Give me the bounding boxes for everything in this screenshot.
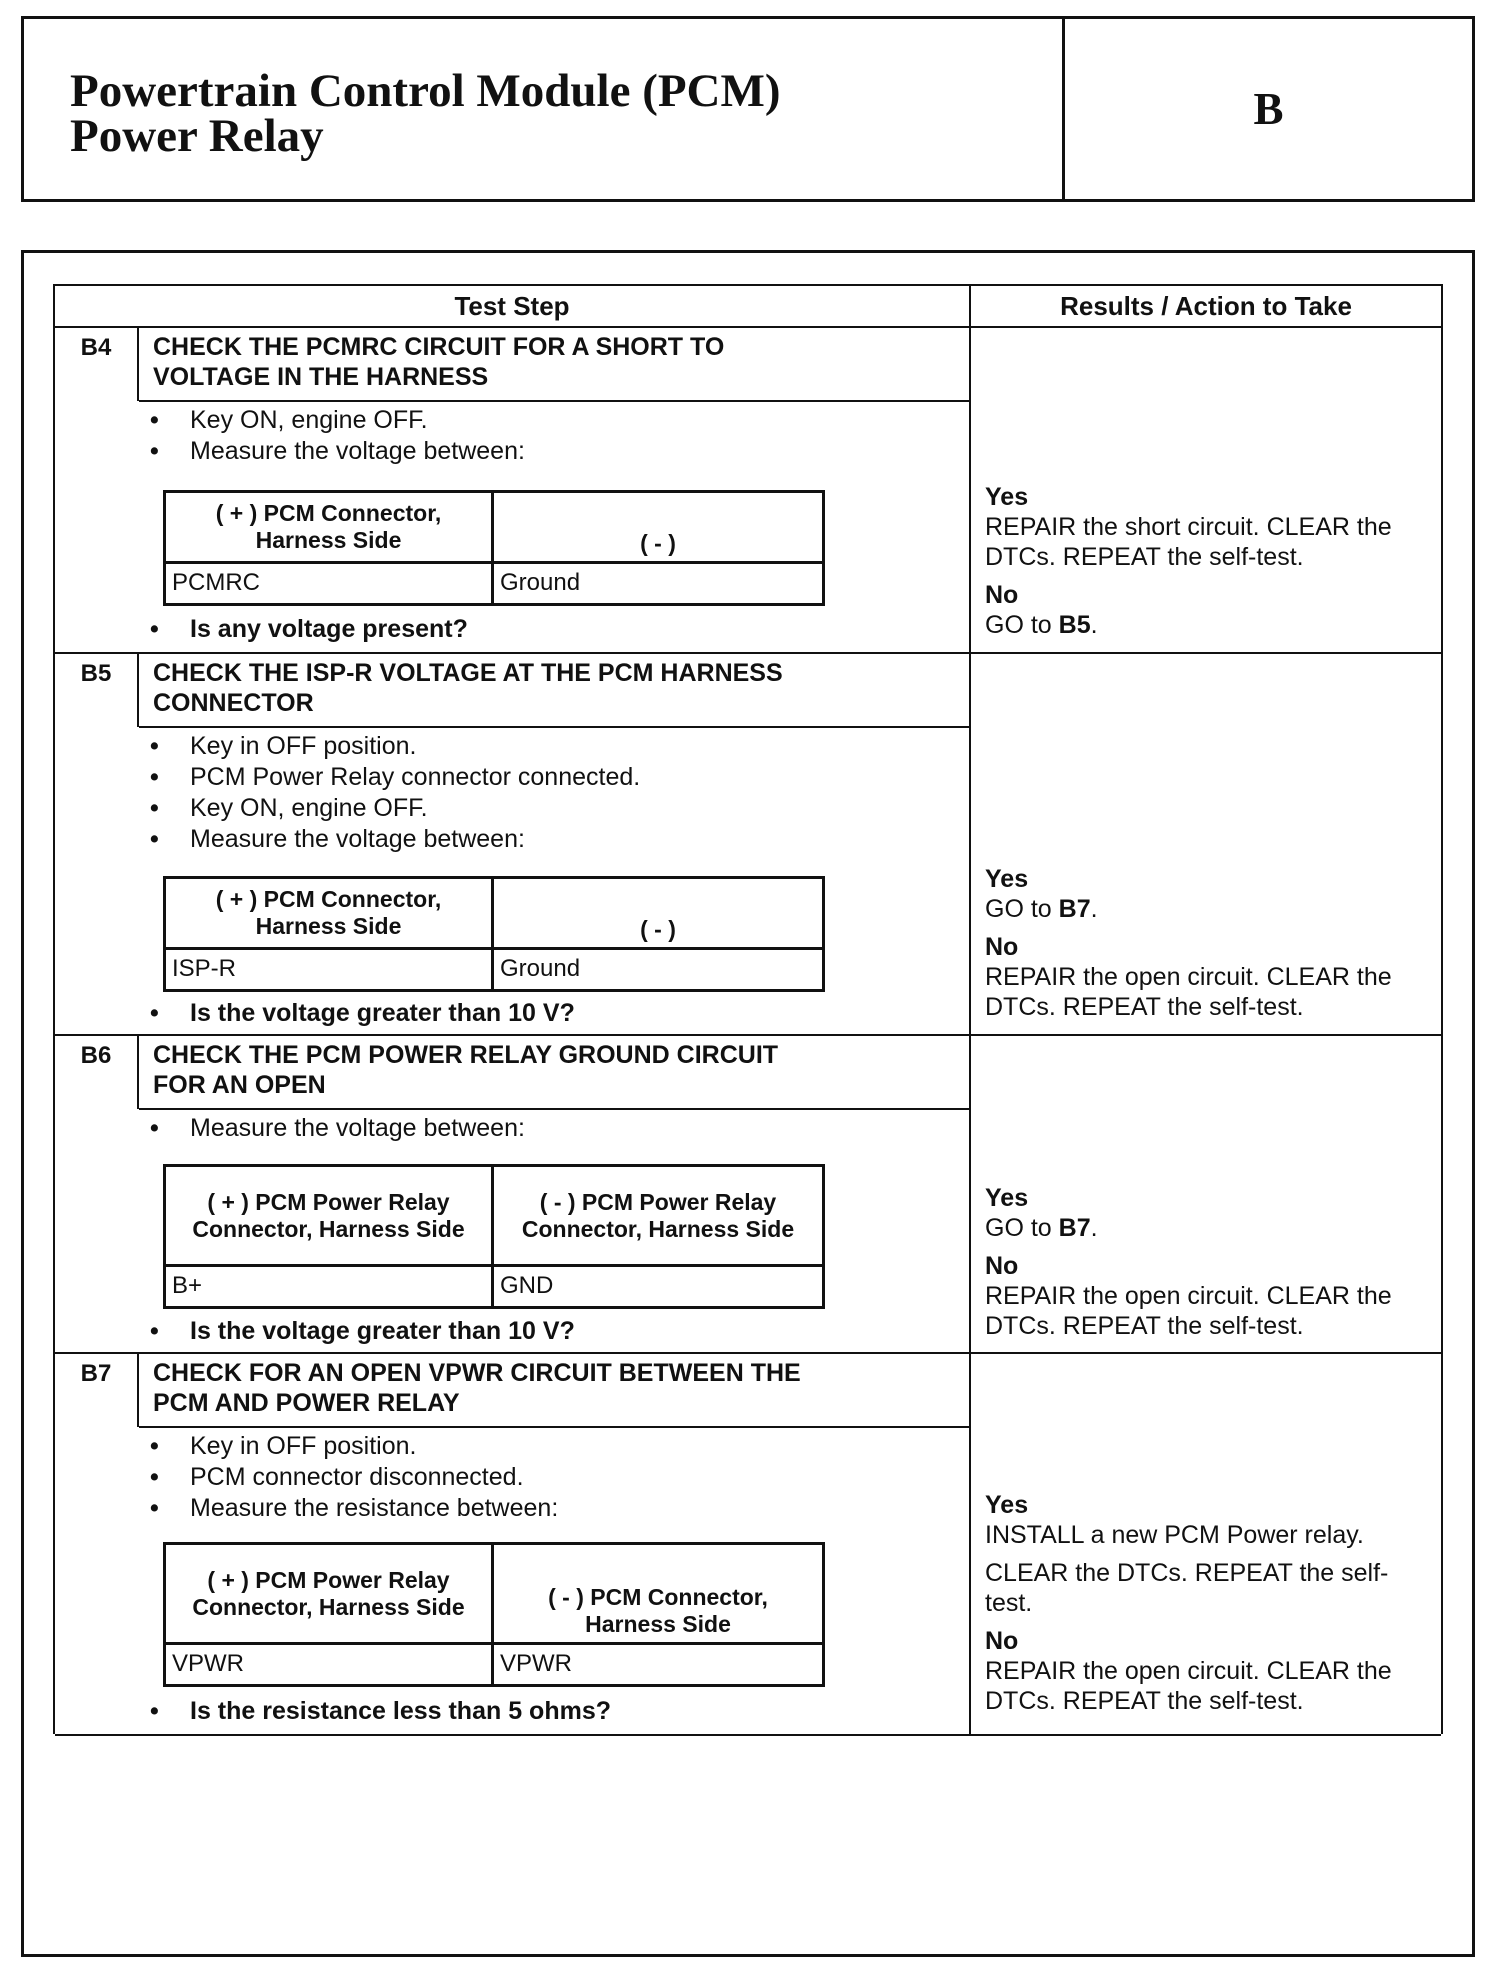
result-yes-label: Yes xyxy=(985,1184,1029,1212)
step-question: • Is any voltage present? xyxy=(150,614,468,645)
step-title-line: PCM AND POWER RELAY xyxy=(153,1389,460,1417)
result-no-label: No xyxy=(985,933,1019,961)
result-yes-label: Yes xyxy=(985,1491,1029,1519)
step-id: B5 xyxy=(55,654,139,727)
step-title xyxy=(153,658,953,718)
result-b6 xyxy=(985,1179,1435,1341)
measurement-value-minus: Ground xyxy=(500,569,581,596)
step-id: B4 xyxy=(55,328,139,401)
measurement-header-minus: ( - ) xyxy=(640,916,676,942)
measurement-header-plus: ( + ) PCM Connector, Harness Side xyxy=(166,493,494,561)
step-question: • Is the voltage greater than 10 V? xyxy=(150,1316,575,1347)
bullet-item: • Key in OFF position. xyxy=(150,731,950,762)
result-yes-label: Yes xyxy=(985,483,1029,511)
measurement-value-minus: Ground xyxy=(500,955,581,982)
result-text: . xyxy=(1090,611,1098,639)
measurement-value-plus: ISP-R xyxy=(166,950,494,989)
measurement-value-minus: VPWR xyxy=(500,1650,572,1677)
step-question: • Is the voltage greater than 10 V? xyxy=(150,998,575,1029)
page-title xyxy=(70,65,781,162)
bullet-item: • Measure the resistance between: xyxy=(150,1493,950,1524)
measurement-value-plus: B+ xyxy=(166,1267,494,1306)
step-title-line: CHECK THE PCM POWER RELAY GROUND CIRCUIT xyxy=(153,1041,779,1069)
step-reference: B7 xyxy=(1058,895,1091,923)
measurement-header-row xyxy=(166,1545,822,1645)
step-bullets xyxy=(150,1113,950,1144)
step-bullets xyxy=(150,405,950,467)
measurement-header-minus: ( - ) PCM Power Relay Connector, Harness Side xyxy=(521,1188,795,1242)
result-yes-text xyxy=(985,1213,1435,1243)
step-title-line: CHECK THE PCMRC CIRCUIT FOR A SHORT TO xyxy=(153,333,725,361)
measurement-header-plus: ( + ) PCM Power Relay Connector, Harness Side xyxy=(166,1167,494,1264)
header-box xyxy=(21,16,1475,202)
step-title xyxy=(153,1040,953,1100)
step-id: B7 xyxy=(55,1354,139,1427)
result-b7 xyxy=(985,1486,1435,1716)
bullet-item: • Key in OFF position. xyxy=(150,1431,950,1462)
step-title-line: CONNECTOR xyxy=(153,689,314,717)
result-no-text: REPAIR the open circuit. CLEAR the DTCs. REPEAT the self-test. xyxy=(985,1657,1392,1715)
step-reference: B7 xyxy=(1058,1214,1091,1242)
column-separator xyxy=(969,286,971,1734)
step-b5 xyxy=(55,654,969,1034)
step-divider xyxy=(139,726,969,728)
result-yes-text: INSTALL a new PCM Power relay. xyxy=(985,1521,1364,1549)
measurement-value-minus: GND xyxy=(500,1272,554,1299)
bullet-item: • Key ON, engine OFF. xyxy=(150,793,950,824)
bullet-item: • PCM connector disconnected. xyxy=(150,1462,950,1493)
measurement-table xyxy=(163,490,825,606)
table-bottom-rule xyxy=(55,1734,1441,1736)
step-b4 xyxy=(55,328,969,652)
bullet-item: • PCM Power Relay connector connected. xyxy=(150,762,950,793)
step-b6 xyxy=(55,1036,969,1352)
step-reference: B5 xyxy=(1058,611,1091,639)
measurement-header-row xyxy=(166,879,822,950)
result-no-label: No xyxy=(985,1627,1019,1655)
measurement-header-row xyxy=(166,1167,822,1267)
column-header-results: Results / Action to Take xyxy=(1060,290,1352,321)
result-b4 xyxy=(985,478,1435,640)
result-yes-text xyxy=(985,894,1435,924)
step-bullets xyxy=(150,731,950,855)
measurement-table xyxy=(163,1542,825,1687)
result-no-text xyxy=(985,610,1435,640)
bullet-item: • Key ON, engine OFF. xyxy=(150,405,950,436)
step-title-line: CHECK THE ISP-R VOLTAGE AT THE PCM HARNESS xyxy=(153,659,783,687)
result-yes-label: Yes xyxy=(985,865,1029,893)
step-bullets xyxy=(150,1431,950,1524)
step-divider xyxy=(139,1108,969,1110)
measurement-value-plus: VPWR xyxy=(166,1645,494,1684)
measurement-header-minus: ( - ) xyxy=(640,530,676,556)
result-text: GO to xyxy=(985,895,1059,923)
result-no-label: No xyxy=(985,1252,1019,1280)
measurement-header-minus: ( - ) PCM Connector, Harness Side xyxy=(548,1584,768,1637)
step-divider xyxy=(139,400,969,402)
step-b7 xyxy=(55,1354,969,1734)
bullet-item: • Measure the voltage between: xyxy=(150,436,950,467)
page-title-line1: Powertrain Control Module (PCM) xyxy=(70,65,781,117)
result-yes-text: REPAIR the short circuit. CLEAR the DTCs. REPEAT the self-test. xyxy=(985,513,1392,571)
measurement-table xyxy=(163,1164,825,1309)
measurement-value-plus: PCMRC xyxy=(166,564,494,603)
step-title xyxy=(153,1358,953,1418)
measurement-data-row xyxy=(166,1645,822,1684)
measurement-header-plus: ( + ) PCM Connector, Harness Side xyxy=(166,879,494,947)
measurement-data-row xyxy=(166,1267,822,1306)
step-question: • Is the resistance less than 5 ohms? xyxy=(150,1696,611,1727)
result-text: . xyxy=(1090,895,1098,923)
bullet-item: • Measure the voltage between: xyxy=(150,1113,950,1144)
result-b5 xyxy=(985,860,1435,1022)
result-no-text: REPAIR the open circuit. CLEAR the DTCs. REPEAT the self-test. xyxy=(985,1282,1392,1340)
step-title-line: VOLTAGE IN THE HARNESS xyxy=(153,363,489,391)
result-text: . xyxy=(1090,1214,1098,1242)
test-table xyxy=(53,284,1443,1734)
result-no-label: No xyxy=(985,581,1019,609)
result-text: GO to xyxy=(985,1214,1059,1242)
step-title-line: FOR AN OPEN xyxy=(153,1071,326,1099)
measurement-data-row xyxy=(166,950,822,989)
measurement-header-row xyxy=(166,493,822,564)
section-letter: B xyxy=(1253,84,1284,134)
step-id: B6 xyxy=(55,1036,139,1109)
result-yes-text: CLEAR the DTCs. REPEAT the self-test. xyxy=(985,1559,1389,1617)
bullet-item: • Measure the voltage between: xyxy=(150,824,950,855)
step-title xyxy=(153,332,953,392)
column-header-test-step: Test Step xyxy=(454,290,570,321)
measurement-data-row xyxy=(166,564,822,603)
measurement-header-plus: ( + ) PCM Power Relay Connector, Harness Side xyxy=(166,1545,494,1642)
measurement-table xyxy=(163,876,825,992)
result-text: GO to xyxy=(985,611,1059,639)
page-title-line2: Power Relay xyxy=(70,110,324,162)
result-no-text: REPAIR the open circuit. CLEAR the DTCs. REPEAT the self-test. xyxy=(985,963,1392,1021)
step-divider xyxy=(139,1426,969,1428)
step-title-line: CHECK FOR AN OPEN VPWR CIRCUIT BETWEEN THE xyxy=(153,1359,801,1387)
